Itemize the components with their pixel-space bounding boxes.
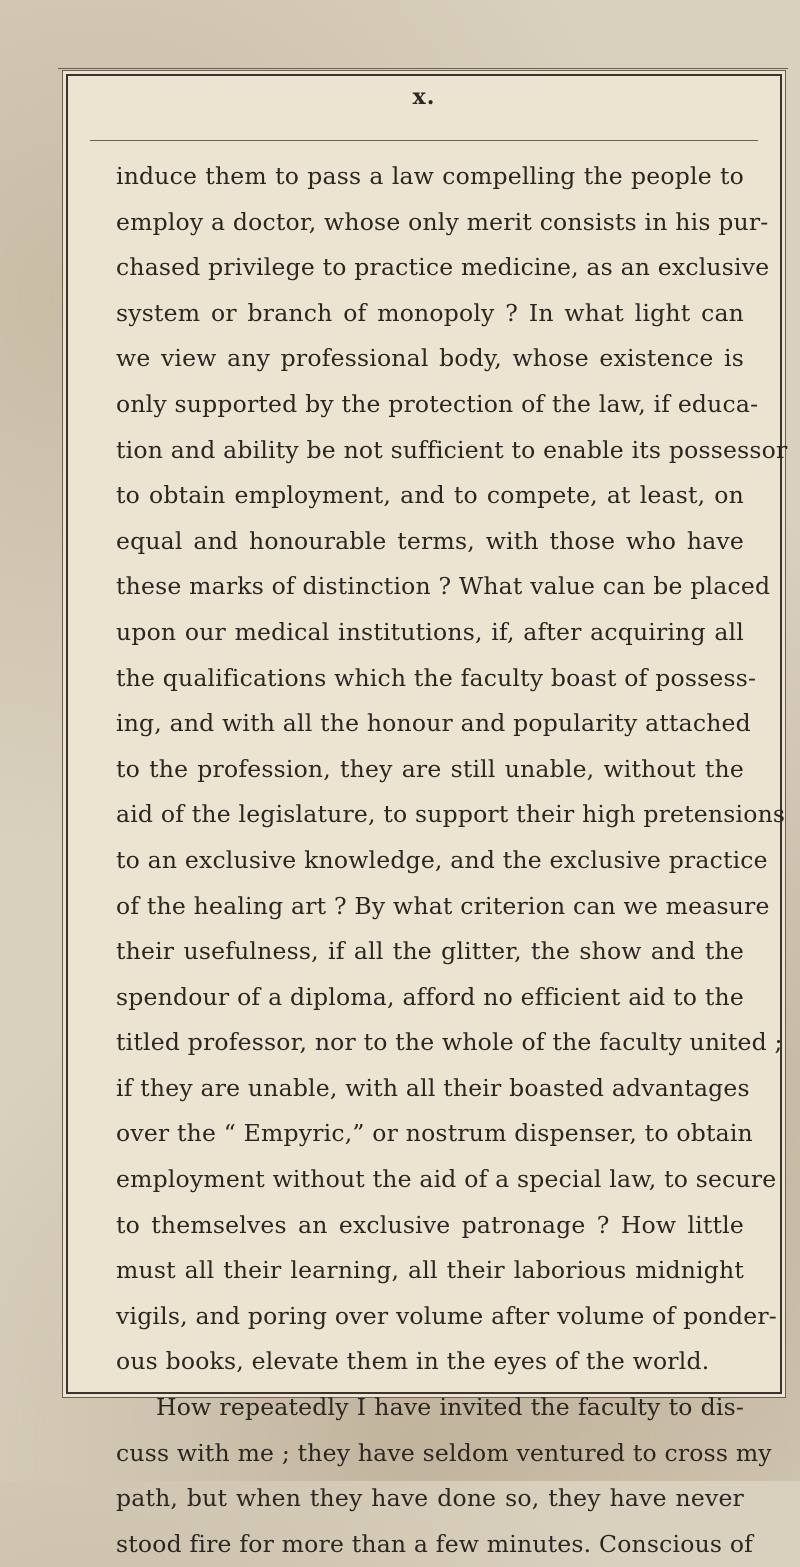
text-line: of the healing art ? By what criterion can we measure <box>116 891 770 920</box>
text-line: aid of the legislature, to support their high pretensions <box>116 800 786 829</box>
text-line: to the profession, they are still unable, without the <box>116 754 744 783</box>
paragraph-start-line: How repeatedly I have invited the faculty to dis- <box>156 1393 744 1422</box>
text-line: equal and honourable terms, with those who have <box>116 526 744 555</box>
text-line: path, but when they have done so, they have never <box>116 1484 744 1513</box>
outer-border-rule <box>58 68 788 69</box>
body-text <box>116 154 788 1567</box>
text-line: their usefulness, if all the glitter, the show and the <box>116 937 744 966</box>
text-line: tion and ability be not sufficient to enable its possessor <box>116 435 788 464</box>
text-line: employment without the aid of a special law, to secure <box>116 1165 777 1194</box>
text-line: the qualifications which the faculty boast of possess- <box>116 663 757 692</box>
text-line: ous books, elevate them in the eyes of the world. <box>116 1347 710 1376</box>
text-line: titled professor, nor to the whole of the faculty united ; <box>116 1028 783 1057</box>
text-line: chased privilege to practice medicine, as an exclusive <box>116 253 770 282</box>
text-line: stood fire for more than a few minutes. Conscious of <box>116 1529 754 1558</box>
text-line: upon our medical institutions, if, after acquiring all <box>116 617 744 646</box>
text-line: vigils, and poring over volume after volume of ponder- <box>116 1301 777 1330</box>
page-number: x. <box>412 84 436 110</box>
header-rule <box>90 140 758 141</box>
text-line: to themselves an exclusive patronage ? How little <box>116 1210 744 1239</box>
text-line: we view any professional body, whose existence is <box>116 344 744 373</box>
text-line: ing, and with all the honour and popularity attached <box>116 709 751 738</box>
text-line: cuss with me ; they have seldom ventured to cross my <box>116 1438 772 1467</box>
text-line: these marks of distinction ? What value can be placed <box>116 572 771 601</box>
text-line: over the “ Empyric,” or nostrum dispenser, to obtain <box>116 1119 753 1148</box>
text-line: to obtain employment, and to compete, at least, on <box>116 481 744 510</box>
text-line: only supported by the protection of the law, if educa- <box>116 389 759 418</box>
text-line: spendour of a diploma, afford no efficient aid to the <box>116 982 744 1011</box>
text-line: induce them to pass a law compelling the people to <box>116 162 744 190</box>
book-page <box>66 74 788 1558</box>
text-line: to an exclusive knowledge, and the exclusive practice <box>116 845 768 874</box>
text-line: system or branch of monopoly ? In what light can <box>116 298 744 327</box>
text-line: must all their learning, all their laborious midnight <box>116 1256 744 1285</box>
text-line: if they are unable, with all their boasted advantages <box>116 1073 750 1102</box>
text-line: employ a doctor, whose only merit consists in his pur- <box>116 207 769 236</box>
